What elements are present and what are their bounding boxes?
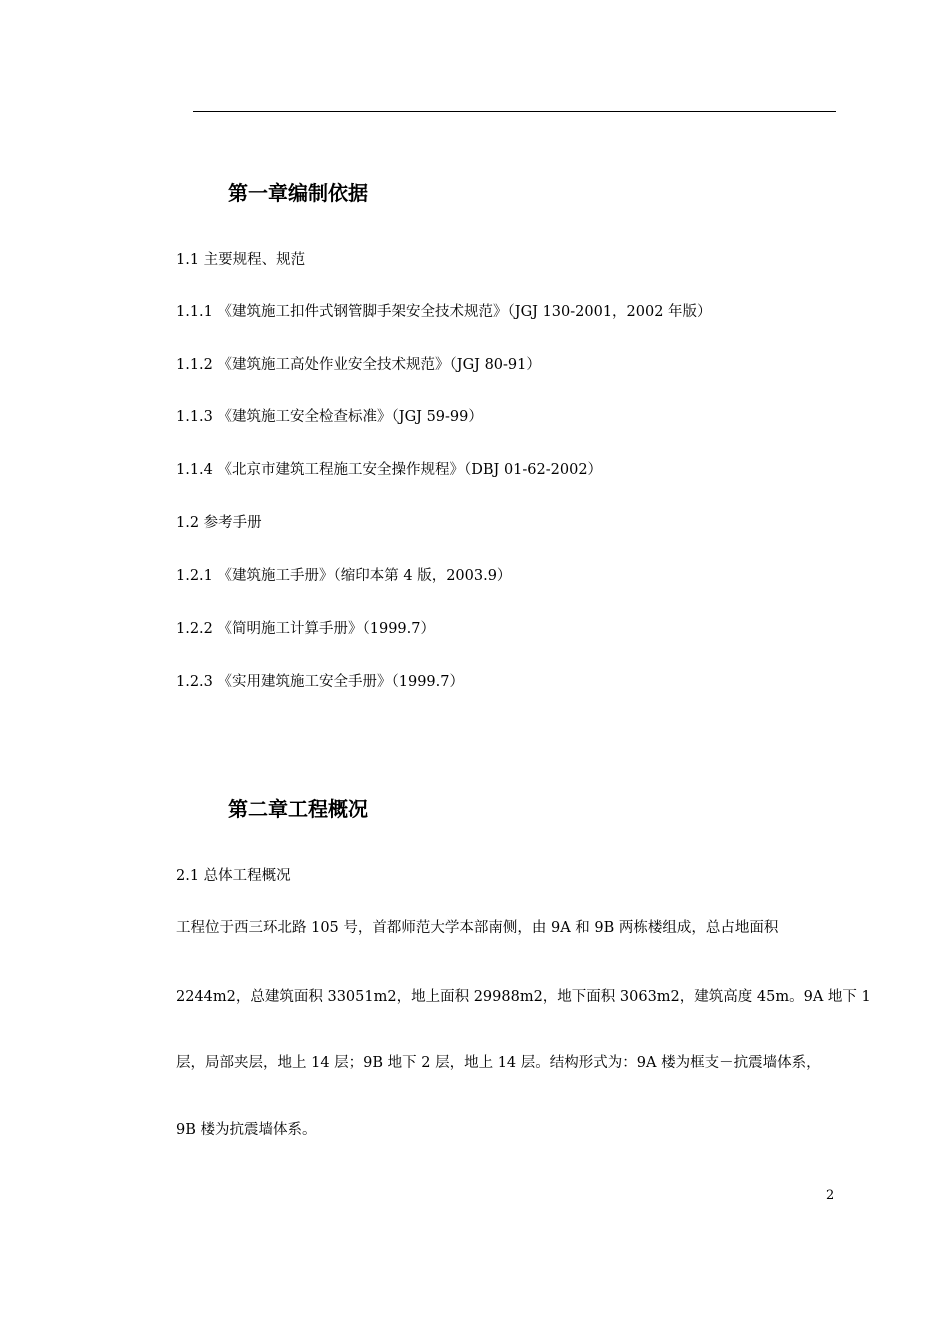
paragraph-line: 9B 楼为抗震墙体系。 bbox=[176, 1122, 317, 1138]
list-item: 1.1.2 《建筑施工高处作业安全技术规范》（JGJ 80-91） bbox=[176, 357, 541, 373]
header-rule bbox=[193, 111, 836, 112]
list-item: 1.2.2 《简明施工计算手册》（1999.7） bbox=[176, 621, 435, 637]
page-number: 2 bbox=[826, 1188, 835, 1203]
list-item: 1.2.3 《实用建筑施工安全手册》（1999.7） bbox=[176, 674, 464, 690]
list-item: 1.2.1 《建筑施工手册》（缩印本第 4 版，2003.9） bbox=[176, 568, 512, 584]
list-item: 1.1.3 《建筑施工安全检查标准》（JGJ 59-99） bbox=[176, 409, 483, 425]
list-item: 1.1 主要规程、规范 bbox=[176, 252, 306, 268]
list-item: 1.1.4 《北京市建筑工程施工安全操作规程》（DBJ 01-62-2002） bbox=[176, 462, 603, 478]
paragraph-line: 层，局部夹层，地上 14 层；9B 地下 2 层，地上 14 层。结构形式为：9A 楼为框支－抗震墙体系， bbox=[176, 1055, 821, 1071]
section-heading: 2.1 总体工程概况 bbox=[176, 868, 291, 884]
chapter-1-title: 第一章编制依据 bbox=[228, 181, 368, 205]
chapter-2-title: 第二章工程概况 bbox=[228, 797, 368, 821]
paragraph-line: 2244m2，总建筑面积 33051m2，地上面积 29988m2，地下面积 3063m2，建筑高度 45m。9A 地下 1 bbox=[176, 989, 871, 1005]
list-item: 1.1.1 《建筑施工扣件式钢管脚手架安全技术规范》（JGJ 130-2001，2002 年版） bbox=[176, 304, 712, 320]
paragraph-line: 工程位于西三环北路 105 号，首都师范大学本部南侧，由 9A 和 9B 两栋楼组成，总占地面积 bbox=[176, 920, 779, 936]
list-item: 1.2 参考手册 bbox=[176, 515, 262, 531]
